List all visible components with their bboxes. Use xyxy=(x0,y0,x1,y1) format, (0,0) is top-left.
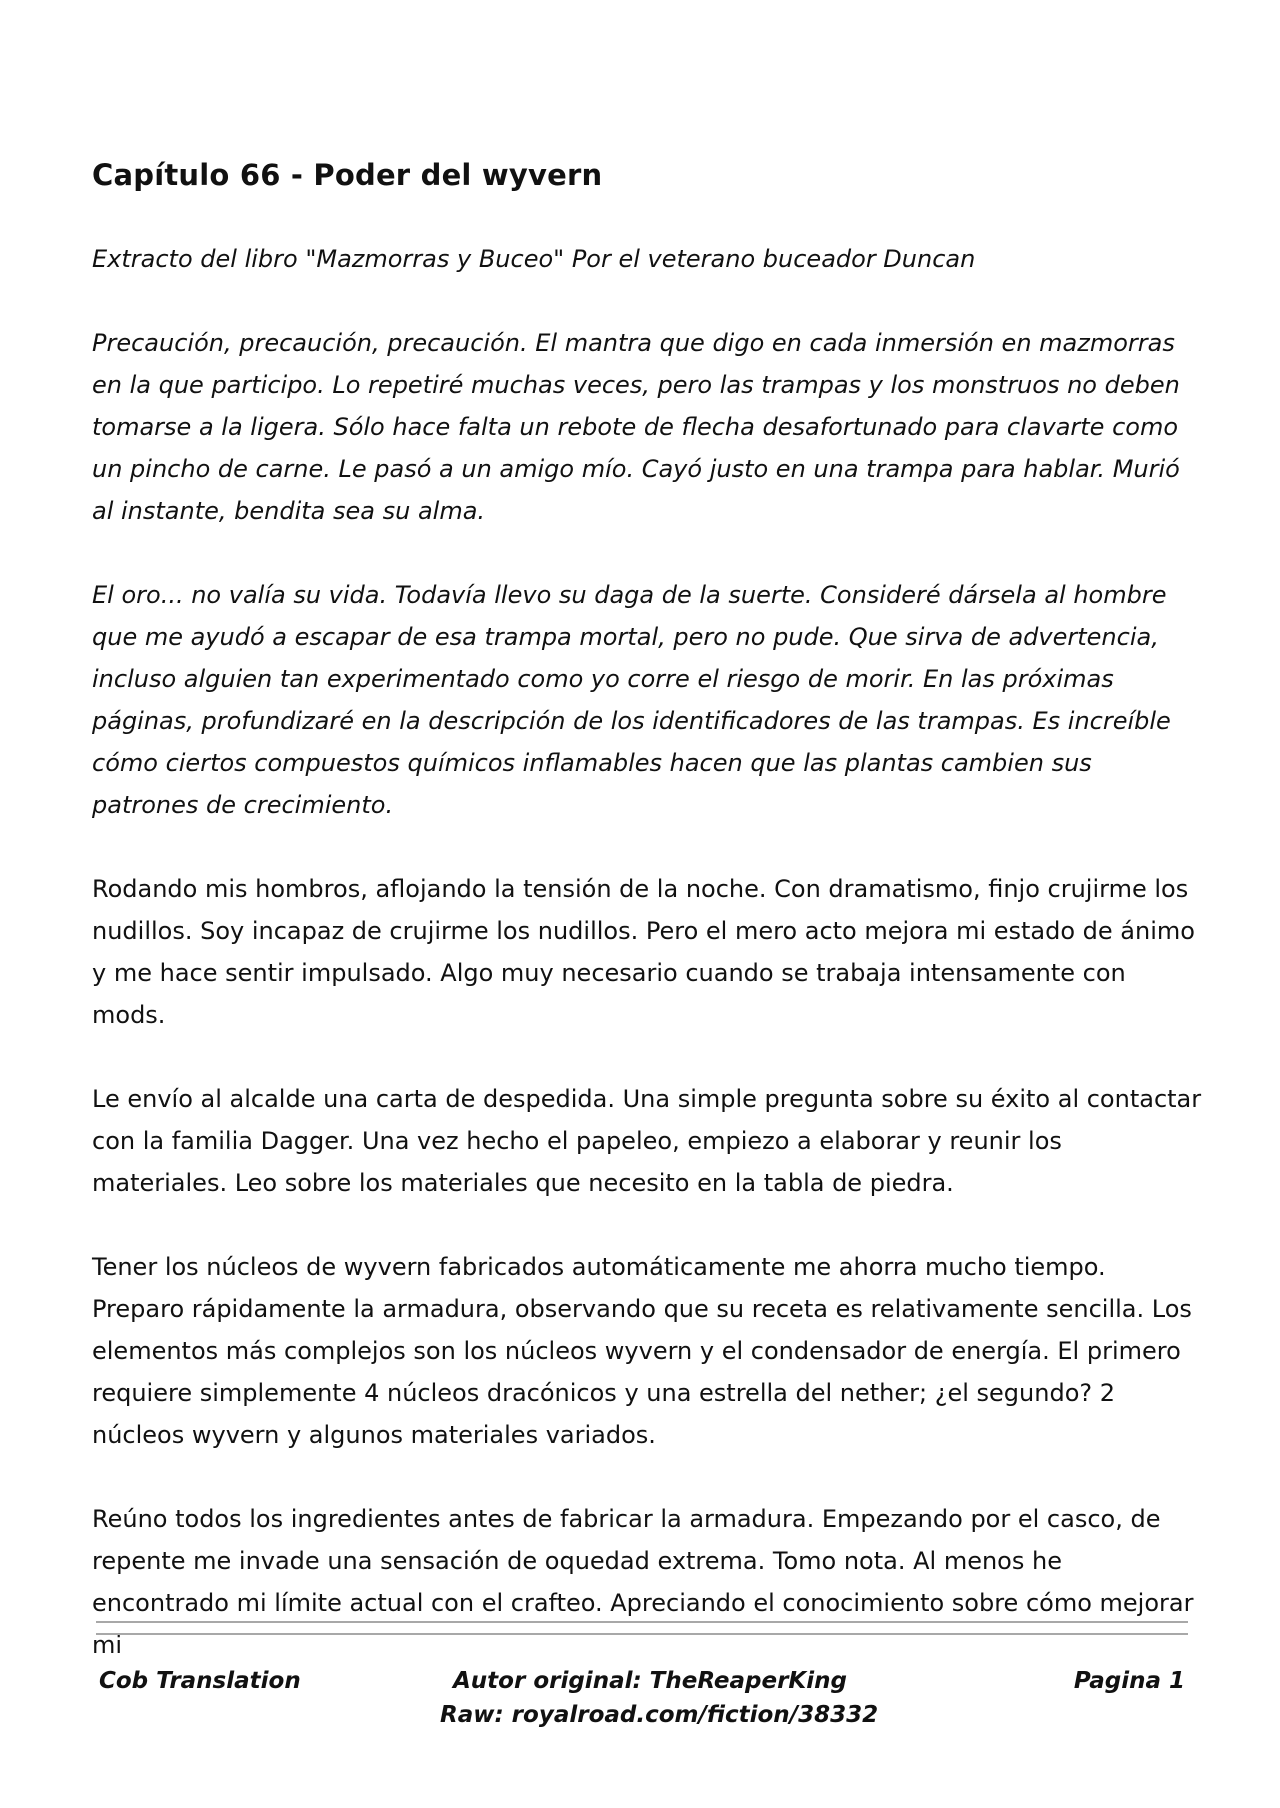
footer-page-number: Pagina 1 xyxy=(1073,1668,1185,1694)
excerpt-paragraph-2: El oro... no valía su vida. Todavía llevo su daga de la suerte. Consideré dársela al hombre que me ayudó a escapar de esa trampa mortal, pero no pude. Que sirva de advertencia, incluso alguien tan experimentado como yo corre el riesgo de morir. En las próximas páginas, profundizaré en la descripción de los identificadores de las trampas. Es increíble cómo ciertos compuestos químicos inflamables hacen que las plantas cambien sus patrones de crecimiento. xyxy=(92,581,1171,819)
footer-translation-credit: Cob Translation xyxy=(99,1668,301,1694)
body-paragraph-4: Reúno todos los ingredientes antes de fabricar la armadura. Empezando por el casco, de repente me invade una sensación de oquedad extrema. Tomo nota. Al menos he encontrado mi límite actual con el crafteo. Apreciando el conocimiento sobre cómo mejorar mi xyxy=(92,1505,1194,1659)
excerpt-source-line: Extracto del libro "Mazmorras y Buceo" Por el veterano buceador Duncan xyxy=(92,245,976,273)
body-paragraph-3: Tener los núcleos de wyvern fabricados automáticamente me ahorra mucho tiempo. Preparo rápidamente la armadura, observando que su receta es relativamente sencilla. Los elementos más complejos son los núcleos wyvern y el condensador de energía. El primero requiere simplemente 4 núcleos dracónicos y una estrella del nether; ¿el segundo? 2 núcleos wyvern y algunos materiales variados. xyxy=(92,1253,1192,1449)
document-body xyxy=(92,238,1202,1708)
body-paragraph-2: Le envío al alcalde una carta de despedida. Una simple pregunta sobre su éxito al contactar con la familia Dagger. Una vez hecho el papeleo, empiezo a elaborar y reunir los materiales. Leo sobre los materiales que necesito en la tabla de piedra. xyxy=(92,1085,1202,1197)
footer-divider-top xyxy=(96,1621,1188,1623)
footer-original-author: Autor original: TheReaperKing xyxy=(453,1668,847,1694)
footer-divider-bottom xyxy=(96,1633,1188,1635)
body-paragraph-1: Rodando mis hombros, aflojando la tensión de la noche. Con dramatismo, finjo crujirme los nudillos. Soy incapaz de crujirme los nudillos. Pero el mero acto mejora mi estado de ánimo y me hace sentir impulsado. Algo muy necesario cuando se trabaja intensamente con mods. xyxy=(92,875,1195,1029)
footer-raw-source: Raw: royalroad.com/fiction/38332 xyxy=(440,1702,879,1728)
chapter-title: Capítulo 66 - Poder del wyvern xyxy=(92,158,603,192)
footer-source-credit xyxy=(440,1664,879,1732)
excerpt-paragraph-1: Precaución, precaución, precaución. El mantra que digo en cada inmersión en mazmorras en la que participo. Lo repetiré muchas veces, pero las trampas y los monstruos no deben tomarse a la ligera. Sólo hace falta un rebote de flecha desafortunado para clavarte como un pincho de carne. Le pasó a un amigo mío. Cayó justo en una trampa para hablar. Murió al instante, bendita sea su alma. xyxy=(92,329,1180,525)
